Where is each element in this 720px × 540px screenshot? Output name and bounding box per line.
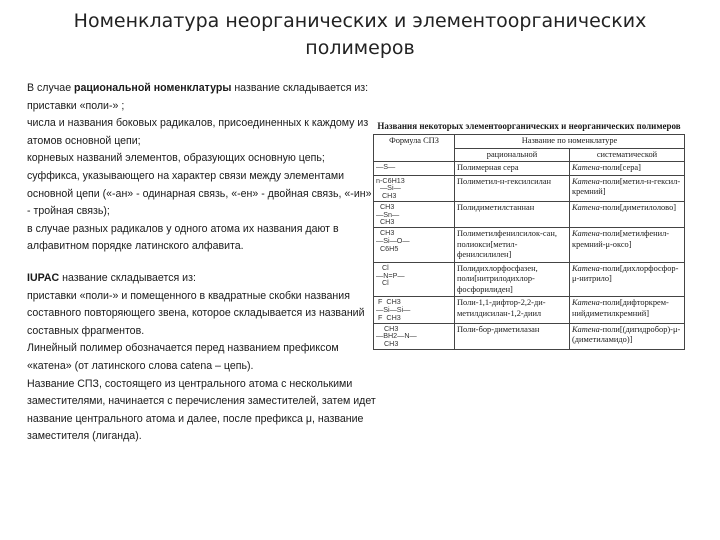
rational-intro-post: название складывается из: (231, 82, 369, 94)
rational-cell: Поли-1,1-дифтор-2,2-ди-метилдисилан-1,2-диил (455, 297, 570, 323)
formula-cell: CH3 —Sn— CH3 (374, 201, 455, 227)
iupac-intro (27, 270, 377, 288)
title-line-2: полимеров (305, 37, 415, 59)
rational-item: в случае разных радикалов у одного атома их названия дают в алфавитном порядке латинского алфавита. (27, 222, 339, 253)
formula-cell: CH3 —Si—O— C6H5 (374, 228, 455, 263)
systematic-name: -поли[метилфенил-кремний-μ-оксо] (572, 229, 670, 249)
systematic-name: -поли[сера] (599, 163, 641, 172)
systematic-cell (570, 228, 685, 263)
systematic-cell (570, 262, 685, 297)
rational-cell: Полидихлорфосфазен, поли[нитрилодихлор-фосфорилиден] (455, 262, 570, 297)
table-row (374, 162, 685, 176)
catena-prefix: Катена (572, 176, 600, 186)
rational-cell: Полиметил-н-гексилсилан (455, 175, 570, 201)
catena-prefix: Катена (572, 324, 600, 334)
table-row (374, 175, 685, 201)
table-row (374, 297, 685, 323)
systematic-name: -поли[(дигидробор)-μ-(диметиламидо)] (572, 324, 681, 345)
rational-item: приставки «поли-» ; (27, 99, 125, 112)
iupac-item: Название СПЗ, состоящего из центрального атома с несколькими заместителями, начинается с перечисления заместителей, затем идет название центрального атома и далее, после префикса μ, название заместителя (лиганда). (27, 377, 376, 443)
rational-item: суффикса, указывающего на характер связи между элементами основной цепи («-ан» - одинарная связь, «-ен» - двойная связь, «-ин» - тройная связь); (27, 169, 372, 218)
table-row (374, 323, 685, 349)
systematic-name: -поли[дифторкрем-нийдиметилкремний] (572, 298, 669, 318)
formula-cell: CH3 —BH2—N— CH3 (374, 323, 455, 349)
header-systematic: систематической (570, 148, 685, 162)
formula-cell: F CH3 —Si—Si— F CH3 (374, 297, 455, 323)
formula-cell: —S— (374, 162, 455, 176)
rational-intro-pre: В случае (27, 82, 75, 94)
header-naming: Название по номенклатуре (455, 135, 685, 149)
table-row (374, 228, 685, 263)
systematic-cell (570, 201, 685, 227)
formula-cell: n-C6H13 —Si— CH3 (374, 175, 455, 201)
rational-intro-bold: рациональной номенклатуры (74, 82, 232, 94)
header-rational: рациональной (455, 148, 570, 162)
catena-prefix: Катена (572, 202, 600, 212)
slide-title (60, 8, 660, 62)
table-caption: Названия некоторых элементоорганических и неорганических полимеров (377, 121, 681, 131)
systematic-cell (570, 297, 685, 323)
table-row (374, 262, 685, 297)
text-body (27, 80, 377, 446)
iupac-intro-bold: IUPAC (27, 271, 60, 284)
rational-intro (27, 80, 377, 98)
systematic-name: -поли[дихлорфосфор-μ-нитрило] (572, 263, 679, 284)
catena-prefix: Катена (572, 263, 600, 273)
rational-item: корневых названий элементов, образующих основную цепь; (27, 152, 325, 165)
catena-prefix: Катена (572, 229, 600, 239)
systematic-cell (570, 175, 685, 201)
polymer-names-table (373, 120, 685, 350)
iupac-item: Линейный полимер обозначается перед названием префиксом «катена» (от латинского слова catena – цепь). (27, 342, 339, 372)
title-line-1: Номенклатура неорганических и элементоорганических (73, 10, 647, 32)
catena-prefix: Катена (572, 163, 600, 172)
table-row (374, 201, 685, 227)
rational-cell: Полидиметилстаннан (455, 201, 570, 227)
iupac-intro-post: название складывается из: (59, 271, 196, 284)
rational-cell: Полиметилфенилсилок-сан, полиокси[метил-фенилсилилен] (455, 228, 570, 263)
header-formula: Формула СПЗ (374, 135, 455, 162)
rational-cell: Полимерная сера (455, 162, 570, 176)
systematic-cell (570, 323, 685, 349)
catena-prefix: Катена (572, 298, 600, 308)
iupac-item: приставки «поли-» и помещенного в квадратные скобки названия составного повторяющего звена, которое складывается из названий составных фрагментов. (27, 289, 365, 337)
systematic-name: -поли[метил-н-гексил-кремний] (572, 176, 681, 196)
rational-cell: Поли-бор-диметилазан (455, 323, 570, 349)
systematic-name: -поли[диметилолово] (599, 202, 677, 212)
systematic-cell (570, 162, 685, 176)
formula-cell: Cl —N=P— Cl (374, 262, 455, 297)
rational-item: числа и названия боковых радикалов, присоединенных к каждому из атомов основной цепи; (27, 117, 369, 147)
